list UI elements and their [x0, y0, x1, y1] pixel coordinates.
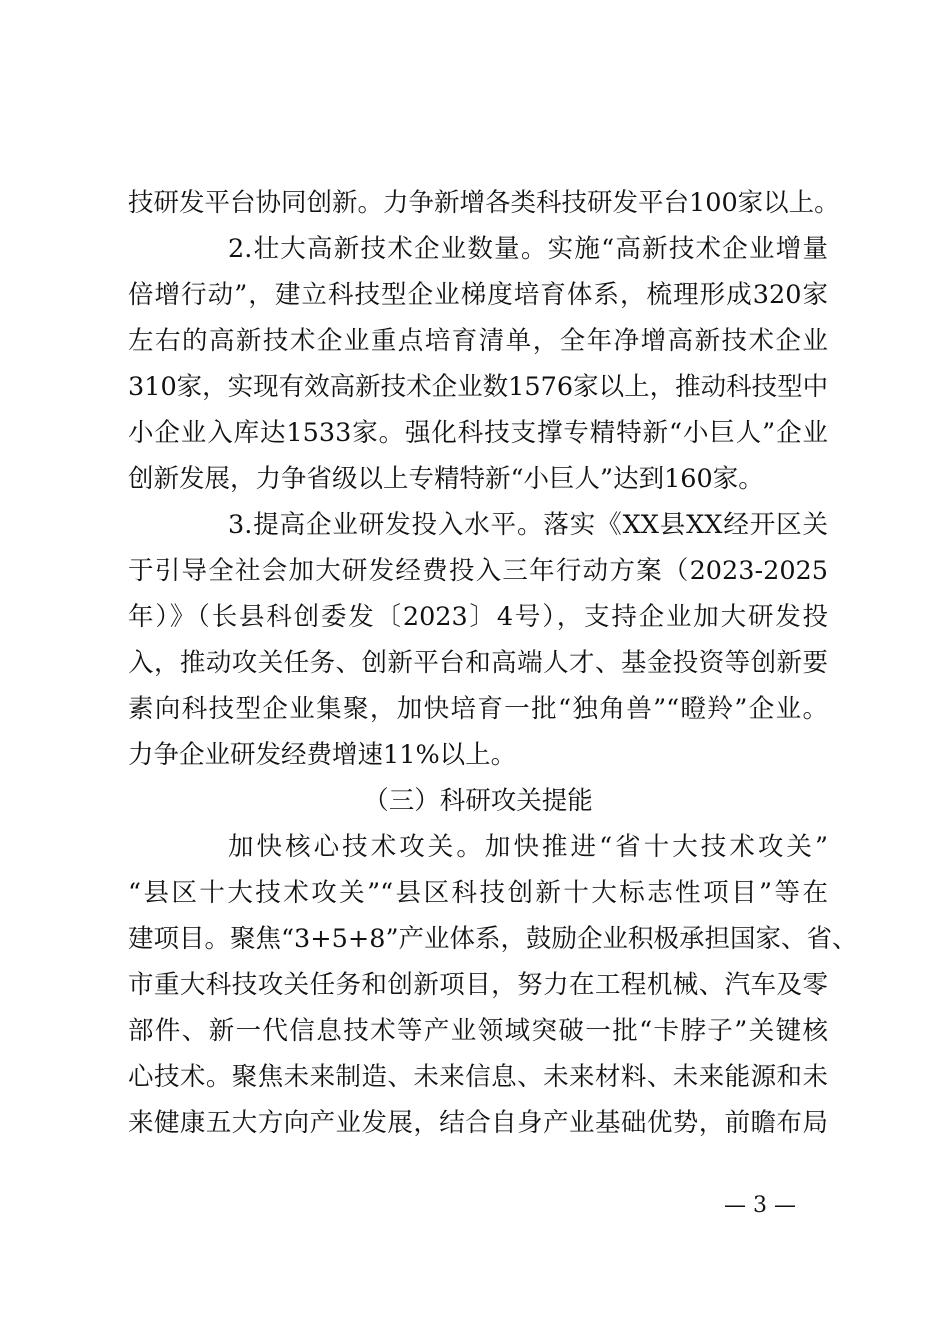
body-line: 310家，实现有效高新技术企业数1576家以上，推动科技型中	[128, 372, 829, 402]
body-line: 加快核心技术攻关。加快推进“省十大技术攻关”	[228, 832, 828, 862]
section-heading: （三）科研攻关提能	[363, 786, 593, 816]
body-line: 部件、新一代信息技术等产业领域突破一批“卡脖子”关键核	[128, 1016, 828, 1046]
body-line: 2.壮大高新技术企业数量。实施“高新技术企业增量	[228, 234, 828, 264]
body-line: 3.提高企业研发投入水平。落实《XX县XX经开区关	[228, 510, 828, 540]
body-line: 心技术。聚焦未来制造、未来信息、未来材料、未来能源和未	[128, 1062, 828, 1092]
body-line: 年）》（长县科创委发〔2023〕4号），支持企业加大研发投	[128, 602, 828, 632]
body-line: “县区十大技术攻关”“县区科技创新十大标志性项目”等在	[128, 878, 828, 908]
body-line: 小企业入库达1533家。强化科技支撑专精特新“小巨人”企业	[128, 418, 828, 448]
body-line: 入，推动攻关任务、创新平台和高端人才、基金投资等创新要	[128, 648, 828, 678]
body-line: 倍增行动”，建立科技型企业梯度培育体系，梳理形成320家	[128, 280, 828, 310]
body-line: 力争企业研发经费增速11%以上。	[128, 740, 517, 770]
body-line: 技研发平台协同创新。力争新增各类科技研发平台100家以上。	[128, 188, 840, 218]
body-line: 来健康五大方向产业发展，结合自身产业基础优势，前瞻布局	[128, 1108, 828, 1138]
body-line: 素向科技型企业集聚，加快培育一批“独角兽”“瞪羚”企业。	[128, 694, 828, 724]
body-line: 左右的高新技术企业重点培育清单，全年净增高新技术企业	[128, 326, 828, 356]
body-line: 建项目。聚焦“3+5+8”产业体系，鼓励企业积极承担国家、省、	[128, 924, 858, 954]
body-line: 创新发展，力争省级以上专精特新“小巨人”达到160家。	[128, 464, 764, 494]
body-line: 市重大科技攻关任务和创新项目，努力在工程机械、汽车及零	[128, 970, 828, 1000]
body-line: 于引导全社会加大研发经费投入三年行动方案（2023-2025	[128, 556, 828, 586]
page-number: — 3 —	[724, 1193, 796, 1218]
